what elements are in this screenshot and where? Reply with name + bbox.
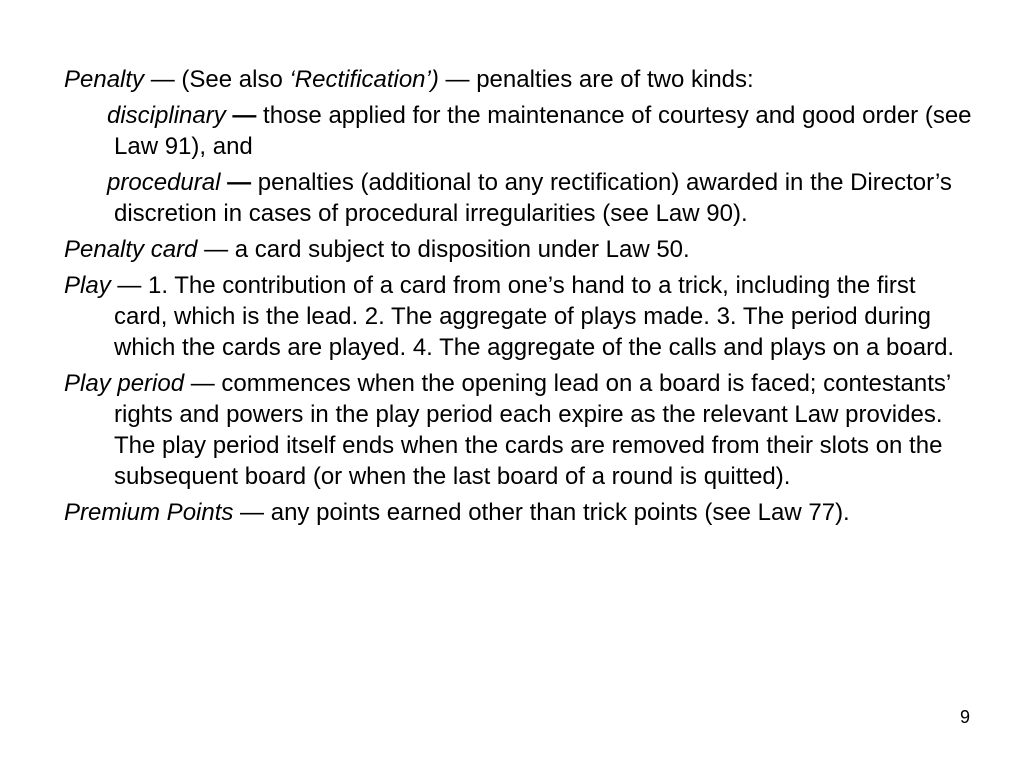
- definition-penalty-text: — penalties are of two kinds:: [438, 66, 754, 93]
- definition-penalty-reference: ‘Rectification’): [289, 66, 439, 93]
- definition-play: [64, 270, 974, 363]
- definition-penalty-card-text: — a card subject to disposition under Law 50.: [197, 236, 690, 263]
- term-penalty: Penalty: [64, 66, 145, 93]
- definition-premium-points: [64, 497, 974, 528]
- definition-premium-points-text: — any points earned other than trick points (see Law 77).: [233, 499, 850, 526]
- definition-disciplinary: [64, 100, 974, 162]
- page-number: 9: [959, 707, 970, 727]
- definition-penalty-card: [64, 234, 974, 265]
- definition-play-period-text: — commences when the opening lead on a board is faced; contestants’ rights and powers in the play period each expire as the relevant Law provides. The play period itself ends when the cards are removed from their slots on the subsequent board (or when the last board of a round is quitted).: [114, 370, 951, 490]
- definitions-list: [64, 64, 974, 533]
- definition-play-period: [64, 368, 974, 492]
- definition-penalty-see-also: — (See also: [144, 66, 290, 93]
- definition-procedural-text: penalties (additional to any rectification) awarded in the Director’s discretion in cases of procedural irregularities (see Law 90).: [114, 169, 952, 227]
- definition-disciplinary-dash: —: [225, 102, 257, 129]
- definition-procedural: [64, 167, 974, 229]
- term-play-period: Play period: [64, 370, 185, 397]
- term-penalty-card: Penalty card: [64, 236, 198, 263]
- definition-disciplinary-text: those applied for the maintenance of courtesy and good order (see Law 91), and: [114, 102, 972, 160]
- definition-procedural-dash: —: [220, 169, 252, 196]
- definition-penalty: [64, 64, 974, 95]
- term-premium-points: Premium Points: [64, 499, 234, 526]
- definition-play-text: — 1. The contribution of a card from one’s hand to a trick, including the first card, which is the lead. 2. The aggregate of plays made. 3. The period during which the cards are played. 4. The aggregate of the calls and plays on a board.: [110, 272, 955, 361]
- term-disciplinary: disciplinary: [107, 102, 226, 129]
- term-play: Play: [64, 272, 111, 299]
- term-procedural: procedural: [107, 169, 221, 196]
